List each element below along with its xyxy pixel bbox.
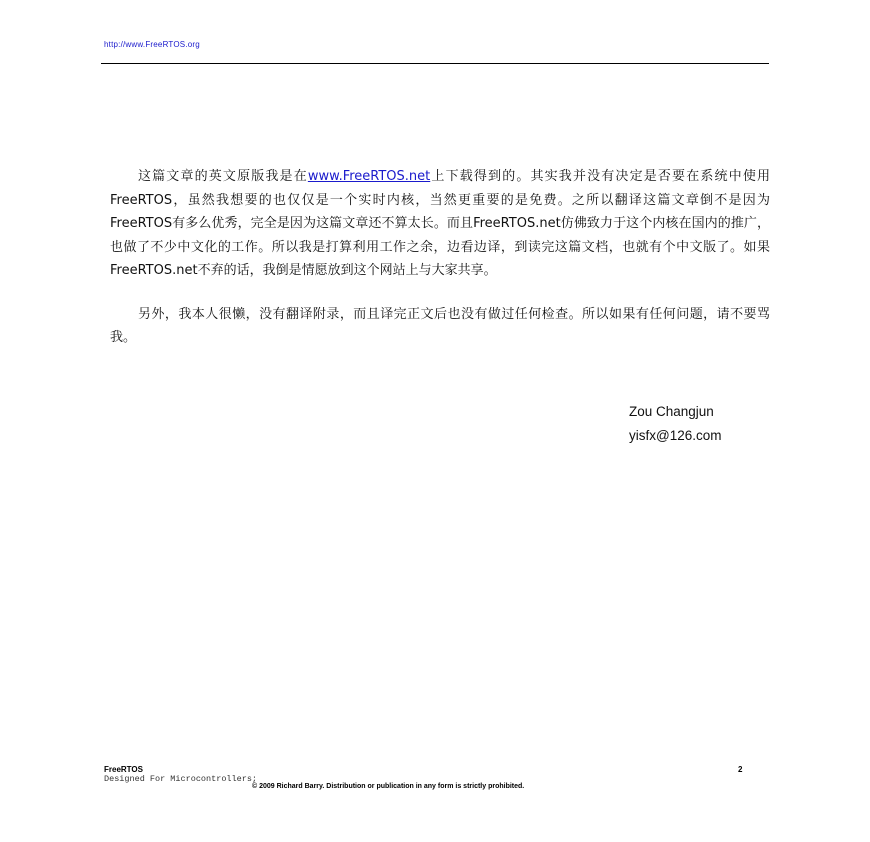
body-text (110, 165, 770, 350)
footer-product-name: FreeRTOS (104, 765, 143, 774)
header-divider (101, 63, 769, 64)
paragraph-1 (110, 165, 770, 283)
footer-tagline: Designed For Microcontrollers; (104, 774, 258, 784)
paragraph-2: 另外，我本人很懒，没有翻译附录，而且译完正文后也没有做过任何检查。所以如果有任何问题，请不要骂我。 (110, 306, 770, 345)
paragraph-1-rest: 上下载得到的。其实我并没有决定是否要在系统中使用FreeRTOS，虽然我想要的也仅仅是一个实时内核，当然更重要的是免费。之所以翻译这篇文章倒不是因为FreeRTOS有多么优秀，完全是因为这篇文章还不算太长。而且FreeRTOS.net仿佛致力于这个内核在国内的推广，也做了不少中文化的工作。所以我是打算利用工作之余，边看边译，到读完这篇文档，也就有个中文版了。如果FreeRTOS.net不弃的话，我倒是情愿放到这个网站上与大家共享。 (110, 169, 770, 278)
header-url-link[interactable]: http://www.FreeRTOS.org (104, 40, 200, 49)
footer-copyright: © 2009 Richard Barry. Distribution or publication in any form is strictly prohibited. (252, 783, 525, 790)
signature-block (629, 400, 721, 448)
freertos-net-link[interactable]: www.FreeRTOS.net (307, 169, 431, 184)
author-name: Zou Changjun (629, 404, 714, 419)
page-number: 2 (738, 765, 743, 774)
paragraph-1-intro: 这篇文章的英文原版我是在 (138, 169, 308, 184)
author-email: yisfx@126.com (629, 428, 722, 443)
